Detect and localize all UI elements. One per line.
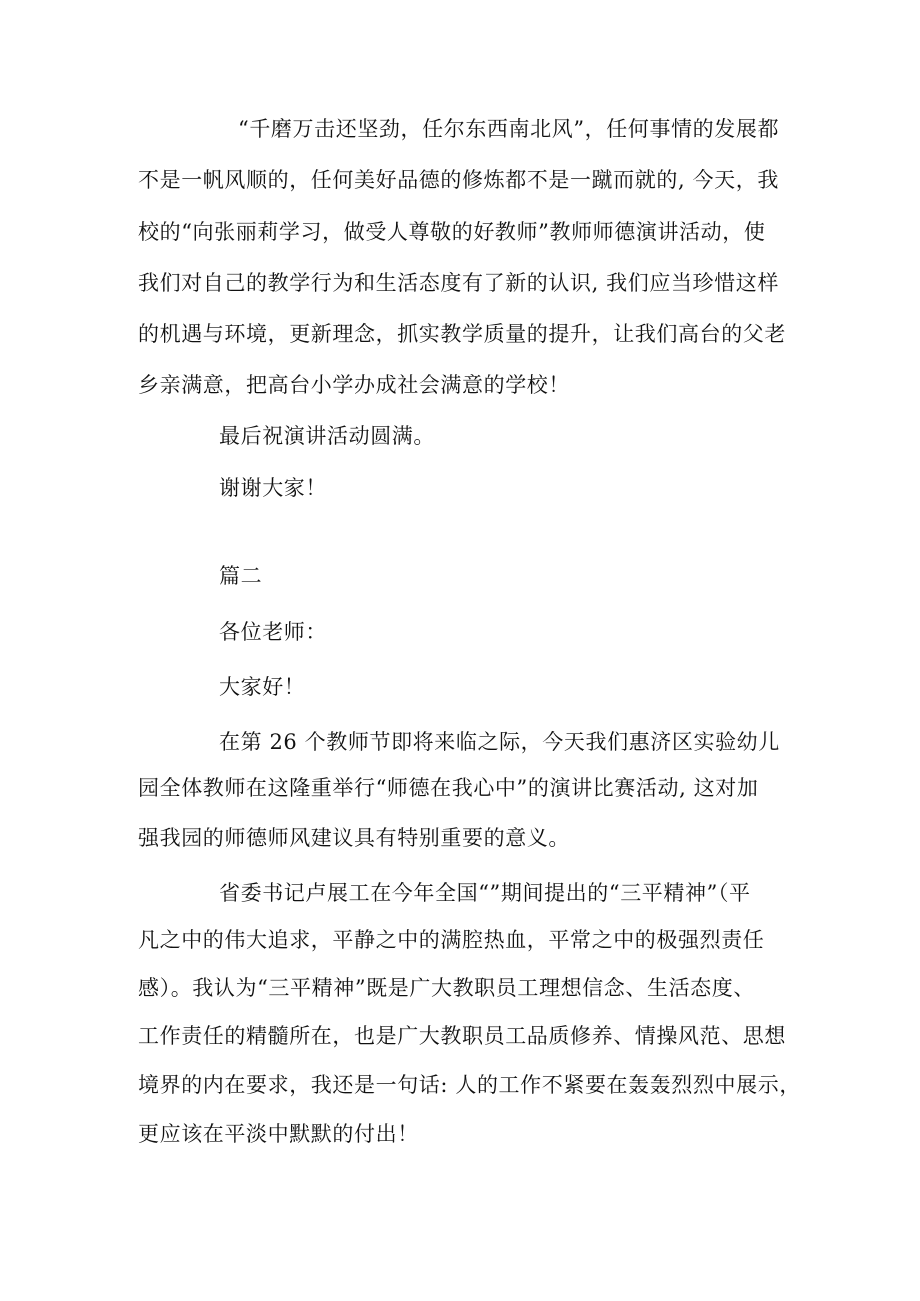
paragraph-1-line-5: 的机遇与环境，更新理念，抓实教学质量的提升，让我们高台的父老 <box>138 322 786 346</box>
paragraph-3-line-1: 省委书记卢展工在今年全国“”期间提出的“三平精神”（平 <box>219 881 751 905</box>
paragraph-1-line-3: 校的“向张丽莉学习，做受人尊敬的好教师”教师师德演讲活动，使 <box>138 220 766 244</box>
paragraph-1-line-4: 我们对自己的教学行为和生活态度有了新的认识, 我们应当珍惜这样 <box>138 271 779 295</box>
greeting-line: 各位老师： <box>219 620 327 644</box>
paragraph-2-line-2: 园全体教师在这隆重举行“师德在我心中”的演讲比赛活动, 这对加 <box>138 776 759 800</box>
paragraph-2-line-1: 在第 26 个教师节即将来临之际，今天我们惠济区实验幼儿 <box>219 730 780 754</box>
paragraph-3-line-4: 工作责任的精髓所在，也是广大教职员工品质修养、情操风范、思想 <box>138 1024 786 1048</box>
paragraph-3-line-2: 凡之中的伟大追求，平静之中的满腔热血，平常之中的极强烈责任 <box>138 928 765 952</box>
paragraph-1-line-6: 乡亲满意，把高台小学办成社会满意的学校！ <box>138 373 570 397</box>
paragraph-3-line-6: 更应该在平淡中默默的付出！ <box>138 1122 419 1146</box>
paragraph-1-line-1: “千磨万击还坚劲，任尔东西南北风”，任何事情的发展都 <box>238 117 780 141</box>
section-title: 篇二 <box>219 564 263 588</box>
hello-line: 大家好！ <box>219 675 306 699</box>
paragraph-1-line-2: 不是一帆风顺的，任何美好品德的修炼都不是一蹴而就的, 今天，我 <box>138 168 779 192</box>
paragraph-3-line-5: 境界的内在要求，我还是一句话: 人的工作不紧要在轰轰烈烈中展示， <box>138 1073 801 1097</box>
thanks-line: 谢谢大家！ <box>219 476 327 500</box>
closing-line: 最后祝演讲活动圆满。 <box>219 424 435 448</box>
paragraph-2-line-3: 强我园的师德师风建议具有特别重要的意义。 <box>138 826 570 850</box>
paragraph-3-line-3: 感）。我认为“三平精神”既是广大教职员工理想信念、生活态度、 <box>138 976 755 1000</box>
